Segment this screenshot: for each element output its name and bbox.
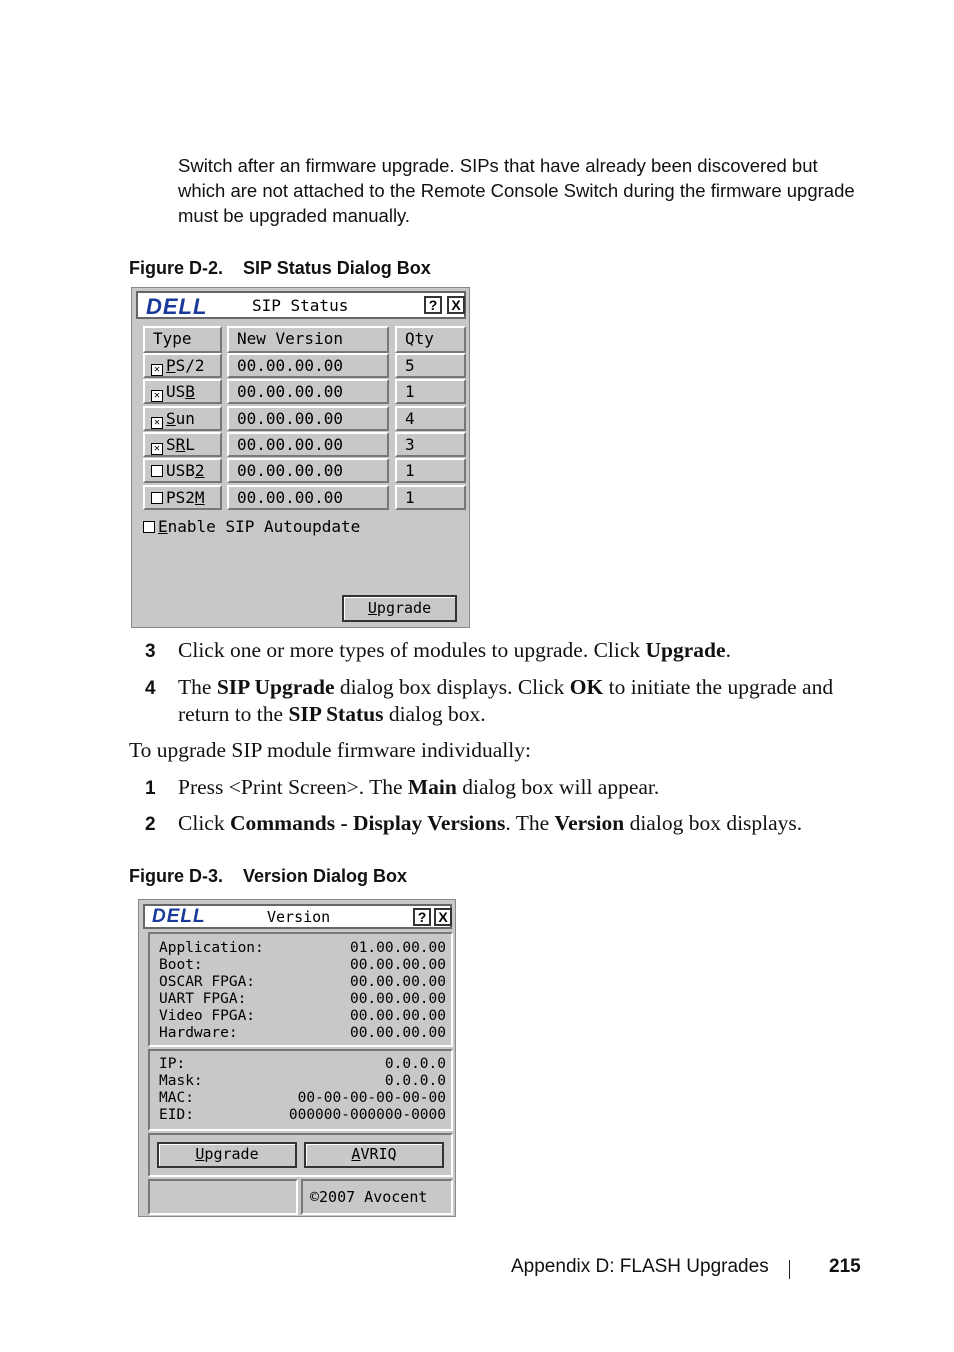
firmware-label: OSCAR FPGA:	[159, 974, 256, 990]
header-new-version[interactable]: New Version	[227, 326, 389, 353]
network-value: 0.0.0.0	[384, 1073, 446, 1089]
sip-row-version: 00.00.00.00	[227, 485, 389, 510]
step-text: Click one or more types of modules to upgrade. Click Upgrade.	[178, 638, 731, 662]
sip-type-label: USB	[166, 382, 195, 401]
sip-row-type[interactable]	[143, 406, 222, 431]
sip-type-label: Sun	[166, 409, 195, 428]
sip-row-type[interactable]	[143, 458, 222, 483]
version-dialog	[138, 899, 456, 1217]
checked-box-icon[interactable]: ✕	[151, 417, 163, 429]
sip-row-type[interactable]	[143, 353, 222, 378]
network-label: MAC:	[159, 1090, 194, 1106]
autoupdate-label: Enable SIP Autoupdate	[158, 517, 361, 536]
sip-row-version: 00.00.00.00	[227, 353, 389, 378]
network-label: EID:	[159, 1107, 194, 1123]
checked-box-icon[interactable]: ✕	[151, 443, 163, 455]
sip-status-titlebar	[136, 291, 466, 319]
sip-row-version: 00.00.00.00	[227, 458, 389, 483]
step-number: 1	[145, 778, 156, 799]
sip-row-version: 00.00.00.00	[227, 379, 389, 404]
sip-row-qty: 1	[395, 379, 466, 404]
sip-type-label: USB2	[166, 461, 205, 480]
footer-divider	[789, 1260, 790, 1279]
firmware-label: Application:	[159, 940, 264, 956]
checked-box-icon[interactable]: ✕	[151, 390, 163, 402]
step-text: The SIP Upgrade dialog box displays. Click OK to initiate the upgrade and return to the SIP Status dialog box.	[178, 675, 834, 726]
status-panel	[148, 1179, 298, 1215]
avriq-button[interactable]: AVRIQ	[304, 1142, 444, 1168]
network-label: IP:	[159, 1056, 186, 1072]
sip-row-qty: 1	[395, 485, 466, 510]
sip-row-qty: 4	[395, 406, 466, 431]
help-button[interactable]: ?	[413, 908, 431, 926]
footer-section: Appendix D: FLASH Upgrades	[511, 1256, 769, 1277]
sip-row-qty: 3	[395, 432, 466, 457]
firmware-value: 00.00.00.00	[349, 957, 446, 973]
step-number: 4	[145, 678, 156, 699]
firmware-value: 01.00.00.00	[349, 940, 446, 956]
firmware-label: Boot:	[159, 957, 203, 973]
individual-intro: To upgrade SIP module firmware individually:	[129, 738, 531, 762]
close-button[interactable]: X	[434, 908, 452, 926]
step-text: Press <Print Screen>. The Main dialog box will appear.	[178, 775, 660, 799]
close-button[interactable]: X	[447, 296, 465, 314]
sip-type-label: PS/2	[166, 356, 205, 375]
sip-row-type[interactable]	[143, 379, 222, 404]
upgrade-button[interactable]: Upgrade	[342, 595, 457, 622]
network-value: 00-00-00-00-00-00	[297, 1090, 446, 1106]
sip-type-label: SRL	[166, 435, 195, 454]
firmware-value: 00.00.00.00	[349, 974, 446, 990]
firmware-value: 00.00.00.00	[349, 1025, 446, 1041]
sip-row-type[interactable]	[143, 485, 222, 510]
figure-d3-title: Version Dialog Box	[243, 866, 408, 886]
autoupdate-checkbox[interactable]	[143, 517, 360, 536]
step-number: 2	[145, 814, 156, 835]
step-text: Click Commands - Display Versions. The Version dialog box displays.	[178, 811, 803, 835]
sip-row-qty: 5	[395, 353, 466, 378]
sip-row-version: 00.00.00.00	[227, 406, 389, 431]
firmware-value: 00.00.00.00	[349, 991, 446, 1007]
firmware-label: Hardware:	[159, 1025, 238, 1041]
help-button[interactable]: ?	[424, 296, 442, 314]
sip-row-version: 00.00.00.00	[227, 432, 389, 457]
dell-logo: DELL	[152, 906, 206, 927]
dialog-title: SIP Status	[252, 296, 349, 315]
firmware-label: Video FPGA:	[159, 1008, 256, 1024]
sip-status-dialog	[131, 287, 470, 628]
figure-d3-label: Figure D-3.	[129, 866, 224, 886]
figure-d2-label: Figure D-2.	[129, 258, 224, 278]
dell-logo: DELL	[146, 294, 208, 319]
upgrade-button[interactable]: Upgrade	[157, 1142, 297, 1168]
version-titlebar	[143, 904, 452, 929]
header-qty[interactable]: Qty	[395, 326, 466, 353]
step-number: 3	[145, 641, 156, 662]
network-label: Mask:	[159, 1073, 203, 1089]
sip-type-label: PS2M	[166, 488, 205, 507]
intro-paragraph: Switch after an firmware upgrade. SIPs that have already been discovered but which are not attached to the Remote Console Switch during the firmware upgrade must be upgraded manually.	[178, 155, 855, 226]
firmware-value: 00.00.00.00	[349, 1008, 446, 1024]
network-value: 0.0.0.0	[384, 1056, 446, 1072]
autoupdate-checkbox-box[interactable]	[143, 521, 155, 533]
header-type[interactable]: Type	[143, 326, 222, 353]
sip-row-type[interactable]	[143, 432, 222, 457]
unchecked-box-icon[interactable]	[151, 465, 163, 477]
figure-d3-caption	[129, 866, 407, 887]
figure-d2-title: SIP Status Dialog Box	[243, 258, 431, 278]
checked-box-icon[interactable]: ✕	[151, 364, 163, 376]
network-value: 000000-000000-0000	[288, 1107, 446, 1123]
firmware-label: UART FPGA:	[159, 991, 247, 1007]
figure-d2-caption	[129, 258, 431, 279]
sip-row-qty: 1	[395, 458, 466, 483]
page-number: 215	[829, 1256, 861, 1277]
dialog-title: Version	[267, 908, 331, 926]
unchecked-box-icon[interactable]	[151, 492, 163, 504]
copyright-text: ©2007 Avocent	[310, 1188, 428, 1206]
